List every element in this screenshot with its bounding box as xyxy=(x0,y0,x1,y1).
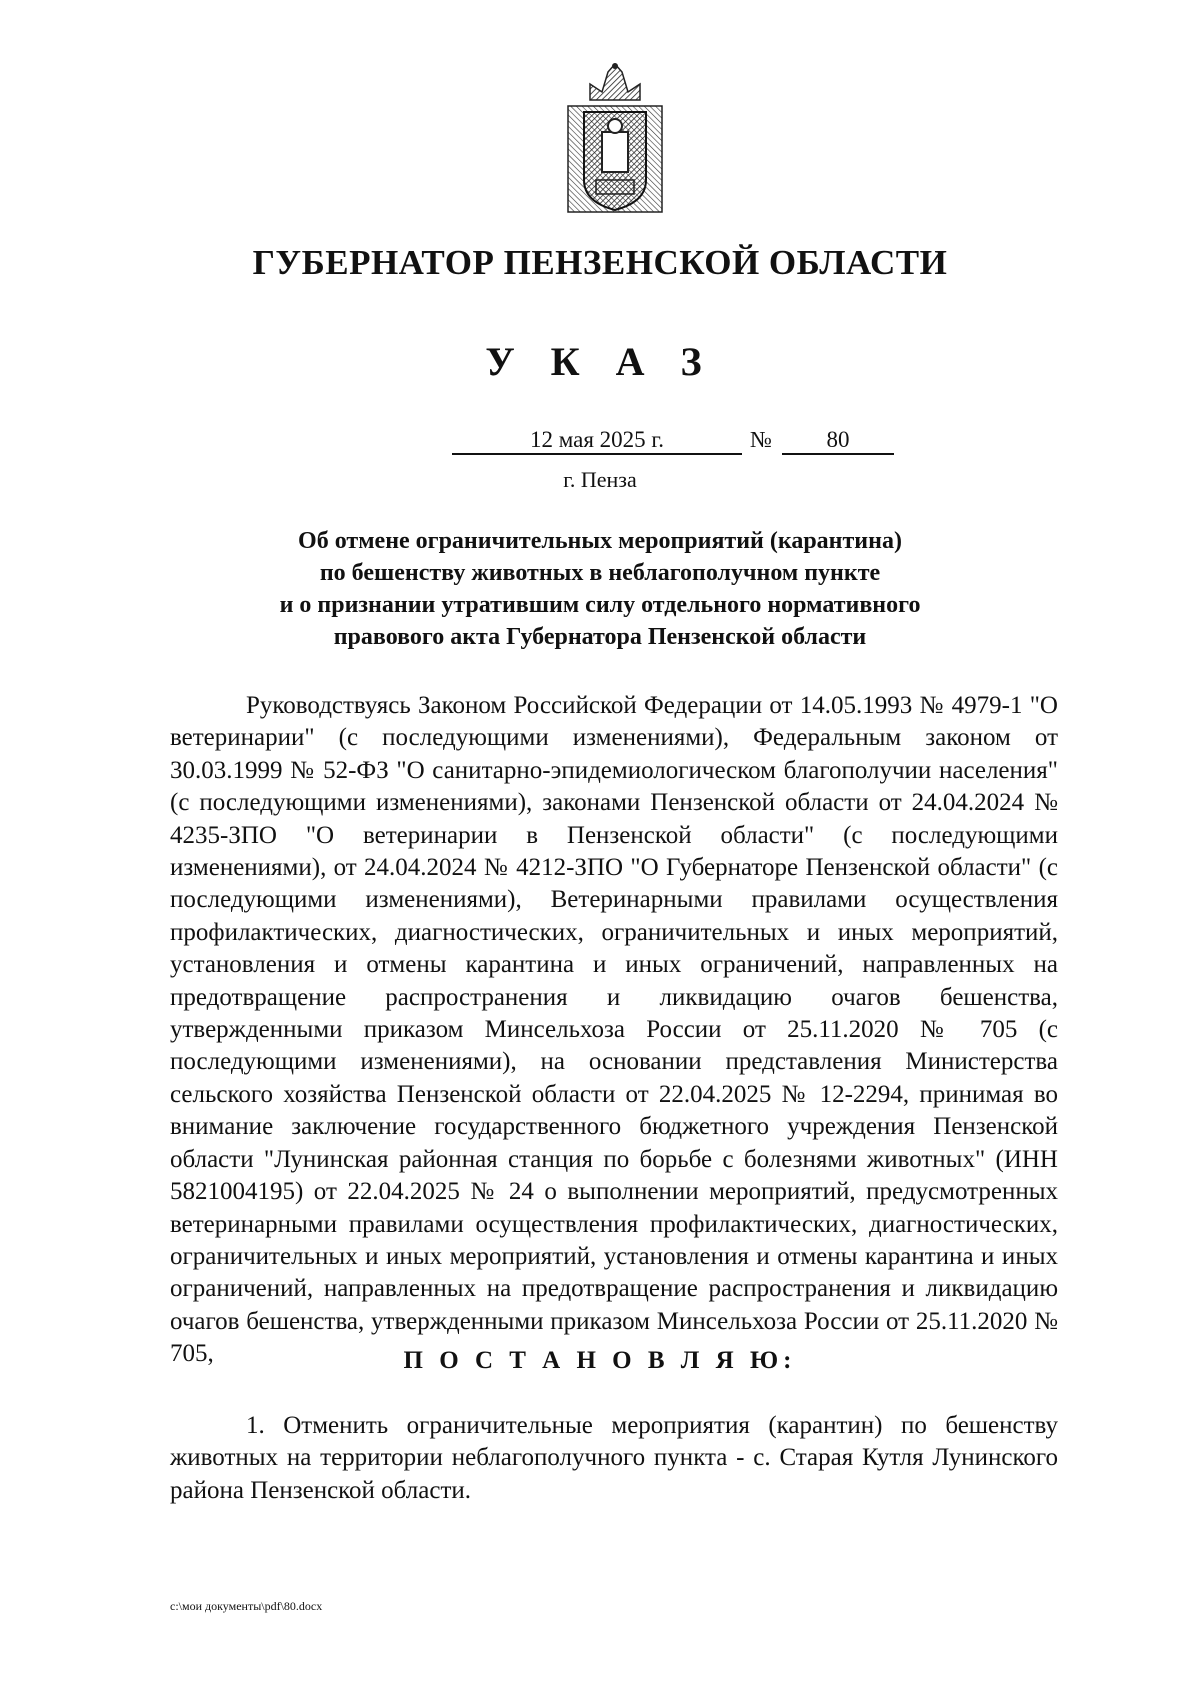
decree-item-1: 1. Отменить ограничительные мероприятия (карантин) по бешенству животных на территории неблагополучного пункта - с. Старая Кутля Лунинского района Пензенской области. xyxy=(170,1412,1058,1504)
heading-line: правового акта Губернатора Пензенской области xyxy=(333,624,867,650)
heading-line: Об отмене ограничительных мероприятий (карантина) xyxy=(298,528,902,554)
coat-of-arms-icon xyxy=(560,62,670,217)
decree-operative-word: П О С Т А Н О В Л Я Ю: xyxy=(403,1347,797,1374)
decree-date: 12 мая 2025 г. xyxy=(452,427,742,455)
preamble-paragraph: Руководствуясь Законом Российской Федерации от 14.05.1993 № 4979-1 "О ветеринарии" (с последующими изменениями), Федеральным законом от 30.03.1999 № 52-ФЗ "О санитарно-эпидемиологическом благополучии населения" (с последующими изменениями), законами Пензенской области от 24.04.2024 № 4235-ЗПО "О ветеринарии в Пензенской области" (с последующими изменениями), от 24.04.2024 № 4212-ЗПО "О Губернаторе Пензенской области" (с последующими изменениями), Ветеринарными правилами осуществления профилактических, диагностических, ограничительных и иных мероприятий, установления и отмены карантина и иных ограничений, направленных на предотвращение распространения и ликвидацию очагов бешенства, утвержденными приказом Минсельхоза России от 25.11.2020 № 705 (с последующими изменениями), на основании представления Министерства сельского хозяйства Пензенской области от 22.04.2025 № 12-2294, принимая во внимание заключение государственного бюджетного учреждения Пензенской области "Лунинская районная станция по борьбе с болезнями животных" (ИНН 5821004195) от 22.04.2025 № 24 о выполнении мероприятий, предусмотренных ветеринарными правилами осуществления профилактических, диагностических, ограничительных и иных мероприятий, установления и отмены карантина и иных ограничений, направленных на предотвращение распространения и ликвидацию очагов бешенства, утвержденными приказом Минсельхоза России от 25.11.2020 № 705, xyxy=(170,692,1058,1368)
document-type-title: У К А З xyxy=(485,339,715,384)
issue-city: г. Пенза xyxy=(563,467,637,492)
issuer-title: ГУБЕРНАТОР ПЕНЗЕНСКОЙ ОБЛАСТИ xyxy=(252,243,948,282)
footer-file-path: c:\мои документы\pdf\80.docx xyxy=(170,1599,323,1613)
heading-line: по бешенству животных в неблагополучном пункте xyxy=(319,560,881,586)
decree-heading xyxy=(150,525,1050,653)
heading-line: и о признании утратившим силу отдельного нормативного xyxy=(279,592,921,618)
decree-number: 80 xyxy=(782,427,894,455)
number-sign: № xyxy=(750,427,772,452)
